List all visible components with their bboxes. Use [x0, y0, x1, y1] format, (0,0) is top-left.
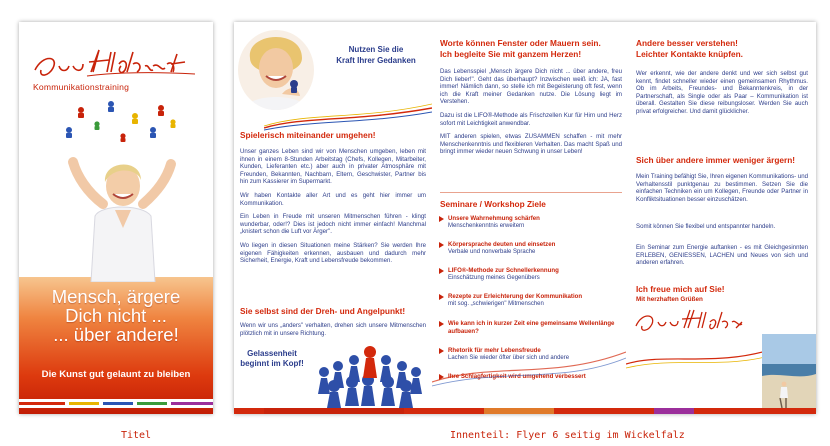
goal-item	[448, 215, 624, 230]
goal-title: Rhetorik für mehr Lebensfreude	[448, 347, 541, 354]
flying-pawns	[66, 101, 176, 142]
headline-line-1: Mensch, ärgere	[51, 286, 181, 307]
paragraph: Das Lebensspiel „Mensch ärgere Dich nicht ... über andere, freu Dich lieber!". Geht das überhaupt? Inzwischen weiß ich: JA, fast immer! Nämlich dann, so stelle ich mit Begeisterung oft fest, wenn ich die Kraft meiner Gedanken nutze. Die Lösung liegt im Verstehen.	[440, 68, 622, 106]
inner-column-1	[234, 22, 432, 414]
goals-divider	[440, 192, 622, 193]
beach-photo	[762, 334, 816, 414]
caption-titel: Titel	[120, 430, 152, 441]
tagline-line-1: Nutzen Sie die	[348, 45, 404, 54]
inner-column-3	[626, 22, 816, 414]
goal-subtitle: Menschenkenntnis erweitern	[448, 222, 525, 229]
cover-panel	[19, 22, 213, 414]
goal-title: Ihre Schlagfertigkeit wird umgehend verbessert	[448, 373, 586, 380]
paragraph: Wenn wir uns „anders" verhalten, drehen sich unsere Mitmenschen plötzlich mit in unsere Richtung.	[240, 322, 426, 337]
goal-item	[448, 241, 624, 256]
goal-subtitle: mit sog. „schwierigen" Mitmenschen	[448, 300, 544, 307]
decorative-wave-lines	[626, 334, 776, 374]
paragraph: Ein Seminar zum Energie auftanken - es mit Gleichgesinnten ERLEBEN, GENIESSEN, LACHEN und Neues von sich und anderen erfahren.	[636, 244, 808, 267]
decorative-wave-lines	[432, 322, 626, 392]
paragraph: Ein Leben in Freude mit unseren Mitmenschen führen - klingt wunderbar, oder!? Dies ist jedoch nicht immer einfach! Manchmal „knistert schon die Luft vor Ärger".	[240, 213, 426, 236]
decorative-wave-lines	[264, 102, 432, 132]
goal-subtitle: Verbale und nonverbale Sprache	[448, 248, 536, 255]
section-spielerisch	[240, 130, 426, 265]
heading-line-2: Ich begleite Sie mit ganzem Herzen!	[440, 49, 582, 59]
woman-juggling-illustration	[57, 100, 187, 282]
tagline	[336, 44, 416, 66]
goal-item	[448, 267, 624, 282]
col2-intro	[440, 68, 622, 156]
section-dreh-und-angelpunkt	[240, 306, 426, 337]
inner-panel	[234, 22, 816, 414]
headline-line-2: Dich nicht ...	[65, 305, 167, 326]
paragraph: Dazu ist die LIFO®-Methode als Frischzellen Kur für Hirn und Herz sofort mit Leichtigkeit anwendbar.	[440, 111, 622, 127]
paragraph: MIT anderen spielen, etwas ZUSAMMEN schaffen - mit mehr Menschenkenntnis und flexibleren Verhalten. Das macht Spaß und bringt immer wieder neuen Schwung in unser Leben!	[440, 133, 622, 156]
signature	[632, 304, 752, 336]
blue-pawns-crowd-illustration	[310, 338, 430, 408]
arrow-bullet-icon	[439, 268, 444, 274]
paragraph: Wer erkennt, wie der andere denkt und wer sich selbst gut kennt, findet schneller wieder einen gemeinsamen Rhythmus. Ob im Arbeits, Freundes- und Bekanntenkreis, in der Partnerschaft, als Single oder als Paar – Kommunikation ist überall. Gestalten Sie diese reibungsloser. Werden Sie auch privat erfolgreicher. Und damit glücklicher.	[636, 70, 808, 115]
caption-innenteil: Innenteil: Flyer 6 seitig im Wickelfalz	[450, 430, 685, 441]
slogan-line-2: beginnt im Kopf!	[240, 359, 304, 368]
inner-color-stripe	[234, 408, 816, 414]
section-title: Spielerisch miteinander umgehen!	[240, 130, 376, 140]
cover-color-stripe	[19, 399, 213, 408]
col2-heading	[440, 38, 622, 60]
cover-claim: Die Kunst gut gelaunt zu bleiben	[41, 369, 191, 380]
paragraph: Wo liegen in diesen Situationen meine Stärken? Sie werden Ihre eigenen Fähigkeiten erkennen, ausbauen und dadurch mehr Sicherheit, Energie, Kraft und Lebensfreude bekommen.	[240, 241, 426, 265]
arrow-bullet-icon	[439, 242, 444, 248]
cover-headline	[19, 287, 213, 344]
slogan-line-1: Gelassenheit	[247, 349, 297, 358]
goal-title: Wie kann ich in kurzer Zeit eine gemeinsame Wellenlänge aufbauen?	[448, 320, 615, 335]
arrow-bullet-icon	[439, 216, 444, 222]
paragraph: Wir haben Kontakte aller Art und es geht hier immer um Kommunikation.	[240, 191, 426, 207]
goal-subtitle: Lachen Sie wieder öfter über sich und andere	[448, 354, 570, 361]
gelassenheit-slogan	[236, 349, 308, 369]
goal-title: Körpersprache deuten und einsetzen	[448, 241, 556, 248]
brand-subtitle: Kommunikationstraining	[33, 82, 130, 92]
goal-title: Rezepte zur Erleichterung der Kommunikation	[448, 293, 583, 300]
heading-line-1: Andere besser verstehen!	[636, 38, 738, 48]
inner-column-2	[432, 22, 626, 414]
goal-title: LIFO®-Methode zur Schnellerkennung	[448, 267, 559, 274]
goal-subtitle: Einschätzung meines Gegenübers	[448, 274, 540, 281]
arrow-bullet-icon	[439, 294, 444, 300]
heading-line-2: Leichter Kontakte knüpfen.	[636, 49, 743, 59]
goals-title: Seminare / Workshop Ziele	[440, 199, 546, 209]
closing-line: Ich freue mich auf Sie!	[636, 284, 725, 294]
paragraph: Somit können Sie flexibel und entspannter handeln.	[636, 223, 776, 230]
section-title: Sich über andere immer weniger ärgern!	[636, 155, 796, 165]
woman-portrait-photo	[236, 28, 316, 112]
tagline-line-2: Kraft Ihrer Gedanken	[336, 56, 416, 65]
heading-line-1: Worte können Fenster oder Mauern sein.	[440, 38, 601, 48]
headline-line-3: ... über andere!	[53, 324, 179, 345]
paragraph: Mein Training befähigt Sie, Ihren eigenen Kommunikations- und Verhaltensstil punktgenau zu bestimmen. Setzen Sie die einfachen Techniken ein um Kollegen, Freunde oder Partner in Konfliktsituationen besser einzuschätzen.	[636, 173, 808, 203]
col3-heading	[636, 38, 808, 60]
goal-item	[448, 293, 624, 308]
greeting: Mit herzhaften Grüßen	[636, 296, 703, 303]
paragraph: Unser ganzes Leben sind wir von Menschen umgeben, leben mit ihnen in einem 8-Stunden Arbeitstag (Chefs, Kollegen, Mitarbeiter, Kunden, Lieferanten etc.) aber auch in privater Atmosphäre mit Freunden, Bekannten, Nachbarn, Eltern, Geschwister, Partner bis hin zum Kassierer im Supermarkt.	[240, 148, 426, 186]
section-title: Sie selbst sind der Dreh- und Angelpunkt!	[240, 306, 406, 316]
goal-title: Unsere Wahrnehmung schärfen	[448, 215, 540, 222]
